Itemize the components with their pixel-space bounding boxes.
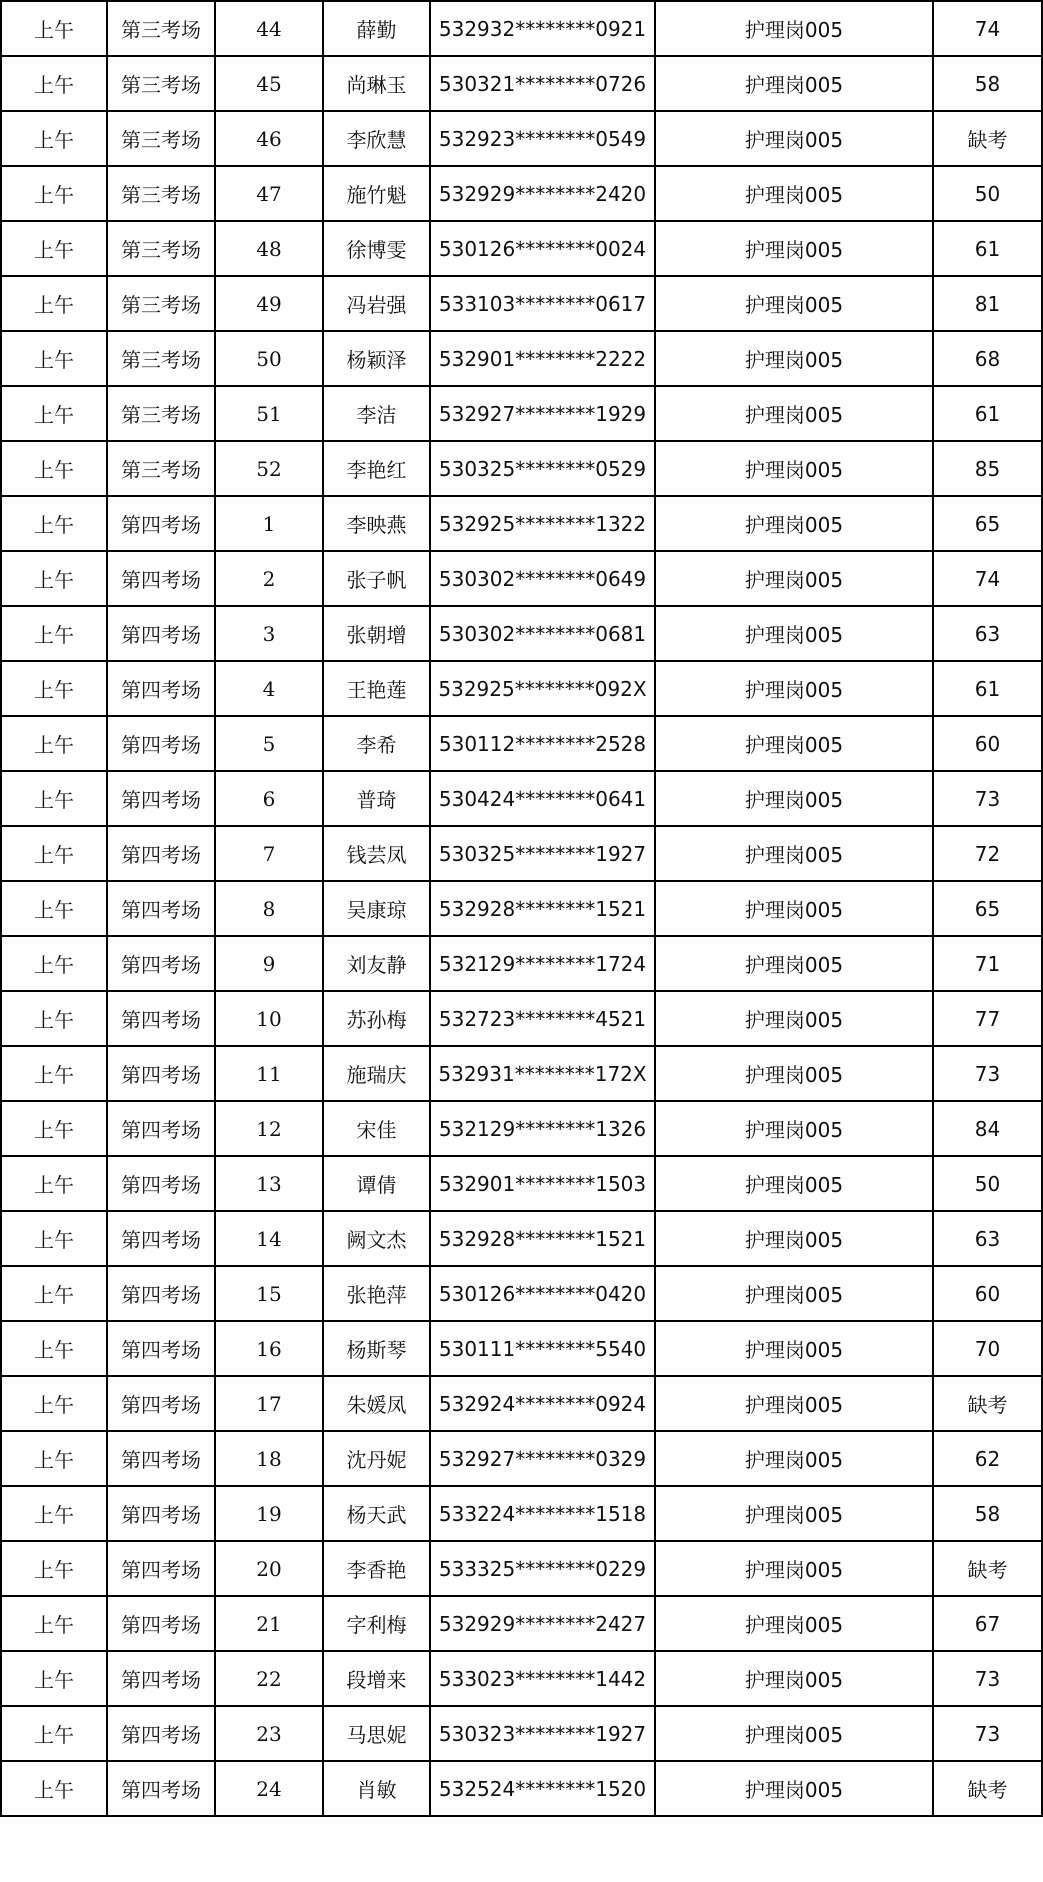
session-cell: 上午 [1, 1431, 107, 1486]
seat-number-cell: 18 [215, 1431, 323, 1486]
room-cell: 第四考场 [107, 1541, 215, 1596]
post-cell: 护理岗005 [655, 661, 933, 716]
session-cell: 上午 [1, 1651, 107, 1706]
id-number-cell: 530111********5540 [430, 1321, 655, 1376]
seat-number-cell: 22 [215, 1651, 323, 1706]
candidate-name-cell: 薛勤 [323, 1, 430, 56]
id-number-cell: 530321********0726 [430, 56, 655, 111]
candidate-name-cell: 冯岩强 [323, 276, 430, 331]
room-cell: 第四考场 [107, 1321, 215, 1376]
session-cell: 上午 [1, 386, 107, 441]
seat-number-cell: 20 [215, 1541, 323, 1596]
id-number-cell: 532901********2222 [430, 331, 655, 386]
table-row [1, 1431, 1042, 1486]
session-cell: 上午 [1, 111, 107, 166]
post-cell: 护理岗005 [655, 1101, 933, 1156]
score-cell: 73 [933, 771, 1042, 826]
id-number-cell: 530302********0649 [430, 551, 655, 606]
post-cell: 护理岗005 [655, 716, 933, 771]
score-cell: 61 [933, 386, 1042, 441]
table-row [1, 661, 1042, 716]
room-cell: 第四考场 [107, 1761, 215, 1816]
candidate-name-cell: 施瑞庆 [323, 1046, 430, 1101]
candidate-name-cell: 施竹魁 [323, 166, 430, 221]
room-cell: 第四考场 [107, 1156, 215, 1211]
seat-number-cell: 3 [215, 606, 323, 661]
candidate-name-cell: 普琦 [323, 771, 430, 826]
session-cell: 上午 [1, 606, 107, 661]
room-cell: 第四考场 [107, 771, 215, 826]
post-cell: 护理岗005 [655, 1, 933, 56]
post-cell: 护理岗005 [655, 496, 933, 551]
post-cell: 护理岗005 [655, 1156, 933, 1211]
session-cell: 上午 [1, 1101, 107, 1156]
id-number-cell: 532524********1520 [430, 1761, 655, 1816]
table-row [1, 1, 1042, 56]
room-cell: 第三考场 [107, 441, 215, 496]
table-row [1, 991, 1042, 1046]
id-number-cell: 533224********1518 [430, 1486, 655, 1541]
table-row [1, 1211, 1042, 1266]
session-cell: 上午 [1, 221, 107, 276]
seat-number-cell: 11 [215, 1046, 323, 1101]
session-cell: 上午 [1, 991, 107, 1046]
candidate-name-cell: 吴康琼 [323, 881, 430, 936]
room-cell: 第四考场 [107, 1101, 215, 1156]
table-row [1, 1651, 1042, 1706]
table-row [1, 1541, 1042, 1596]
id-number-cell: 533325********0229 [430, 1541, 655, 1596]
room-cell: 第四考场 [107, 1651, 215, 1706]
score-cell: 63 [933, 606, 1042, 661]
seat-number-cell: 16 [215, 1321, 323, 1376]
table-row [1, 1101, 1042, 1156]
room-cell: 第三考场 [107, 386, 215, 441]
table-row [1, 386, 1042, 441]
room-cell: 第四考场 [107, 1596, 215, 1651]
session-cell: 上午 [1, 1266, 107, 1321]
id-number-cell: 532129********1724 [430, 936, 655, 991]
session-cell: 上午 [1, 551, 107, 606]
room-cell: 第四考场 [107, 606, 215, 661]
score-cell: 73 [933, 1046, 1042, 1101]
seat-number-cell: 15 [215, 1266, 323, 1321]
room-cell: 第四考场 [107, 881, 215, 936]
score-cell: 50 [933, 166, 1042, 221]
score-cell: 73 [933, 1651, 1042, 1706]
score-cell: 71 [933, 936, 1042, 991]
candidate-name-cell: 肖敏 [323, 1761, 430, 1816]
candidate-name-cell: 阙文杰 [323, 1211, 430, 1266]
session-cell: 上午 [1, 276, 107, 331]
table-row [1, 716, 1042, 771]
score-cell: 50 [933, 1156, 1042, 1211]
post-cell: 护理岗005 [655, 551, 933, 606]
table-row [1, 56, 1042, 111]
seat-number-cell: 46 [215, 111, 323, 166]
room-cell: 第四考场 [107, 1266, 215, 1321]
candidate-name-cell: 杨颖泽 [323, 331, 430, 386]
score-cell: 68 [933, 331, 1042, 386]
id-number-cell: 532927********1929 [430, 386, 655, 441]
id-number-cell: 532901********1503 [430, 1156, 655, 1211]
room-cell: 第三考场 [107, 1, 215, 56]
candidate-name-cell: 王艳莲 [323, 661, 430, 716]
candidate-name-cell: 钱芸凤 [323, 826, 430, 881]
candidate-name-cell: 苏孙梅 [323, 991, 430, 1046]
id-number-cell: 532927********0329 [430, 1431, 655, 1486]
room-cell: 第四考场 [107, 936, 215, 991]
session-cell: 上午 [1, 661, 107, 716]
candidate-name-cell: 刘友静 [323, 936, 430, 991]
session-cell: 上午 [1, 1596, 107, 1651]
post-cell: 护理岗005 [655, 1486, 933, 1541]
seat-number-cell: 8 [215, 881, 323, 936]
session-cell: 上午 [1, 56, 107, 111]
seat-number-cell: 45 [215, 56, 323, 111]
score-cell: 84 [933, 1101, 1042, 1156]
table-row [1, 1156, 1042, 1211]
seat-number-cell: 5 [215, 716, 323, 771]
candidate-name-cell: 宋佳 [323, 1101, 430, 1156]
score-cell: 85 [933, 441, 1042, 496]
table-row [1, 771, 1042, 826]
id-number-cell: 532925********092X [430, 661, 655, 716]
score-cell: 67 [933, 1596, 1042, 1651]
score-cell: 61 [933, 221, 1042, 276]
score-cell: 74 [933, 1, 1042, 56]
post-cell: 护理岗005 [655, 386, 933, 441]
seat-number-cell: 19 [215, 1486, 323, 1541]
seat-number-cell: 47 [215, 166, 323, 221]
table-row [1, 111, 1042, 166]
seat-number-cell: 51 [215, 386, 323, 441]
post-cell: 护理岗005 [655, 1376, 933, 1431]
id-number-cell: 530126********0420 [430, 1266, 655, 1321]
session-cell: 上午 [1, 716, 107, 771]
room-cell: 第四考场 [107, 1706, 215, 1761]
score-cell: 81 [933, 276, 1042, 331]
room-cell: 第三考场 [107, 166, 215, 221]
post-cell: 护理岗005 [655, 771, 933, 826]
seat-number-cell: 21 [215, 1596, 323, 1651]
session-cell: 上午 [1, 496, 107, 551]
table-row [1, 441, 1042, 496]
id-number-cell: 533103********0617 [430, 276, 655, 331]
table-row [1, 1706, 1042, 1761]
seat-number-cell: 48 [215, 221, 323, 276]
post-cell: 护理岗005 [655, 1266, 933, 1321]
session-cell: 上午 [1, 1541, 107, 1596]
room-cell: 第四考场 [107, 1486, 215, 1541]
room-cell: 第四考场 [107, 661, 215, 716]
candidate-name-cell: 张艳萍 [323, 1266, 430, 1321]
session-cell: 上午 [1, 1156, 107, 1211]
table-row [1, 1376, 1042, 1431]
candidate-name-cell: 沈丹妮 [323, 1431, 430, 1486]
seat-number-cell: 44 [215, 1, 323, 56]
room-cell: 第四考场 [107, 1431, 215, 1486]
id-number-cell: 530112********2528 [430, 716, 655, 771]
post-cell: 护理岗005 [655, 936, 933, 991]
seat-number-cell: 52 [215, 441, 323, 496]
candidate-name-cell: 李希 [323, 716, 430, 771]
candidate-name-cell: 李香艳 [323, 1541, 430, 1596]
candidate-name-cell: 尚琳玉 [323, 56, 430, 111]
post-cell: 护理岗005 [655, 441, 933, 496]
id-number-cell: 532928********1521 [430, 1211, 655, 1266]
candidate-name-cell: 段增来 [323, 1651, 430, 1706]
room-cell: 第四考场 [107, 1376, 215, 1431]
id-number-cell: 532723********4521 [430, 991, 655, 1046]
candidate-name-cell: 谭倩 [323, 1156, 430, 1211]
session-cell: 上午 [1, 1376, 107, 1431]
table-row [1, 1596, 1042, 1651]
candidate-name-cell: 杨天武 [323, 1486, 430, 1541]
room-cell: 第四考场 [107, 1046, 215, 1101]
seat-number-cell: 23 [215, 1706, 323, 1761]
id-number-cell: 533023********1442 [430, 1651, 655, 1706]
post-cell: 护理岗005 [655, 1431, 933, 1486]
session-cell: 上午 [1, 1706, 107, 1761]
post-cell: 护理岗005 [655, 1651, 933, 1706]
score-cell: 74 [933, 551, 1042, 606]
post-cell: 护理岗005 [655, 881, 933, 936]
id-number-cell: 532928********1521 [430, 881, 655, 936]
candidate-name-cell: 张子帆 [323, 551, 430, 606]
room-cell: 第四考场 [107, 496, 215, 551]
seat-number-cell: 10 [215, 991, 323, 1046]
seat-number-cell: 4 [215, 661, 323, 716]
score-cell: 65 [933, 496, 1042, 551]
id-number-cell: 530323********1927 [430, 1706, 655, 1761]
session-cell: 上午 [1, 1211, 107, 1266]
table-row [1, 1321, 1042, 1376]
id-number-cell: 530325********1927 [430, 826, 655, 881]
table-row [1, 1761, 1042, 1816]
candidate-name-cell: 李欣慧 [323, 111, 430, 166]
post-cell: 护理岗005 [655, 331, 933, 386]
score-cell: 60 [933, 1266, 1042, 1321]
session-cell: 上午 [1, 1486, 107, 1541]
seat-number-cell: 14 [215, 1211, 323, 1266]
id-number-cell: 532923********0549 [430, 111, 655, 166]
table-row [1, 276, 1042, 331]
score-cell: 缺考 [933, 111, 1042, 166]
session-cell: 上午 [1, 166, 107, 221]
id-number-cell: 532932********0921 [430, 1, 655, 56]
post-cell: 护理岗005 [655, 166, 933, 221]
id-number-cell: 530325********0529 [430, 441, 655, 496]
table-row [1, 1486, 1042, 1541]
id-number-cell: 530302********0681 [430, 606, 655, 661]
candidate-name-cell: 李映燕 [323, 496, 430, 551]
id-number-cell: 530424********0641 [430, 771, 655, 826]
session-cell: 上午 [1, 1761, 107, 1816]
candidate-name-cell: 李艳红 [323, 441, 430, 496]
score-cell: 70 [933, 1321, 1042, 1376]
post-cell: 护理岗005 [655, 826, 933, 881]
score-cell: 60 [933, 716, 1042, 771]
table-row [1, 1046, 1042, 1101]
room-cell: 第四考场 [107, 991, 215, 1046]
id-number-cell: 532129********1326 [430, 1101, 655, 1156]
session-cell: 上午 [1, 441, 107, 496]
seat-number-cell: 17 [215, 1376, 323, 1431]
score-cell: 77 [933, 991, 1042, 1046]
seat-number-cell: 6 [215, 771, 323, 826]
seat-number-cell: 7 [215, 826, 323, 881]
seat-number-cell: 50 [215, 331, 323, 386]
score-cell: 58 [933, 56, 1042, 111]
table-row [1, 936, 1042, 991]
room-cell: 第四考场 [107, 1211, 215, 1266]
session-cell: 上午 [1, 771, 107, 826]
post-cell: 护理岗005 [655, 56, 933, 111]
id-number-cell: 532929********2427 [430, 1596, 655, 1651]
room-cell: 第三考场 [107, 331, 215, 386]
table-row [1, 551, 1042, 606]
id-number-cell: 530126********0024 [430, 221, 655, 276]
seat-number-cell: 9 [215, 936, 323, 991]
candidate-name-cell: 字利梅 [323, 1596, 430, 1651]
seat-number-cell: 49 [215, 276, 323, 331]
table-row [1, 606, 1042, 661]
candidate-name-cell: 李洁 [323, 386, 430, 441]
session-cell: 上午 [1, 1, 107, 56]
table-row [1, 1266, 1042, 1321]
score-cell: 73 [933, 1706, 1042, 1761]
score-cell: 61 [933, 661, 1042, 716]
score-cell: 缺考 [933, 1541, 1042, 1596]
post-cell: 护理岗005 [655, 1321, 933, 1376]
session-cell: 上午 [1, 826, 107, 881]
post-cell: 护理岗005 [655, 1046, 933, 1101]
room-cell: 第四考场 [107, 826, 215, 881]
score-cell: 缺考 [933, 1761, 1042, 1816]
score-cell: 72 [933, 826, 1042, 881]
session-cell: 上午 [1, 936, 107, 991]
session-cell: 上午 [1, 331, 107, 386]
score-cell: 58 [933, 1486, 1042, 1541]
score-cell: 65 [933, 881, 1042, 936]
table-row [1, 881, 1042, 936]
room-cell: 第三考场 [107, 276, 215, 331]
post-cell: 护理岗005 [655, 1211, 933, 1266]
score-table-body [1, 1, 1042, 1816]
id-number-cell: 532925********1322 [430, 496, 655, 551]
room-cell: 第四考场 [107, 551, 215, 606]
room-cell: 第三考场 [107, 111, 215, 166]
post-cell: 护理岗005 [655, 111, 933, 166]
seat-number-cell: 12 [215, 1101, 323, 1156]
post-cell: 护理岗005 [655, 1761, 933, 1816]
candidate-name-cell: 朱媛凤 [323, 1376, 430, 1431]
seat-number-cell: 13 [215, 1156, 323, 1211]
post-cell: 护理岗005 [655, 991, 933, 1046]
table-row [1, 496, 1042, 551]
score-cell: 缺考 [933, 1376, 1042, 1431]
candidate-name-cell: 张朝增 [323, 606, 430, 661]
table-row [1, 331, 1042, 386]
post-cell: 护理岗005 [655, 606, 933, 661]
post-cell: 护理岗005 [655, 276, 933, 331]
post-cell: 护理岗005 [655, 221, 933, 276]
seat-number-cell: 2 [215, 551, 323, 606]
post-cell: 护理岗005 [655, 1541, 933, 1596]
score-cell: 63 [933, 1211, 1042, 1266]
room-cell: 第三考场 [107, 221, 215, 276]
session-cell: 上午 [1, 1321, 107, 1376]
id-number-cell: 532929********2420 [430, 166, 655, 221]
table-row [1, 826, 1042, 881]
session-cell: 上午 [1, 1046, 107, 1101]
seat-number-cell: 1 [215, 496, 323, 551]
room-cell: 第四考场 [107, 716, 215, 771]
post-cell: 护理岗005 [655, 1706, 933, 1761]
seat-number-cell: 24 [215, 1761, 323, 1816]
id-number-cell: 532931********172X [430, 1046, 655, 1101]
candidate-name-cell: 马思妮 [323, 1706, 430, 1761]
id-number-cell: 532924********0924 [430, 1376, 655, 1431]
table-row [1, 221, 1042, 276]
score-cell: 62 [933, 1431, 1042, 1486]
post-cell: 护理岗005 [655, 1596, 933, 1651]
candidate-name-cell: 徐博雯 [323, 221, 430, 276]
candidate-name-cell: 杨斯琴 [323, 1321, 430, 1376]
table-row [1, 166, 1042, 221]
room-cell: 第三考场 [107, 56, 215, 111]
session-cell: 上午 [1, 881, 107, 936]
